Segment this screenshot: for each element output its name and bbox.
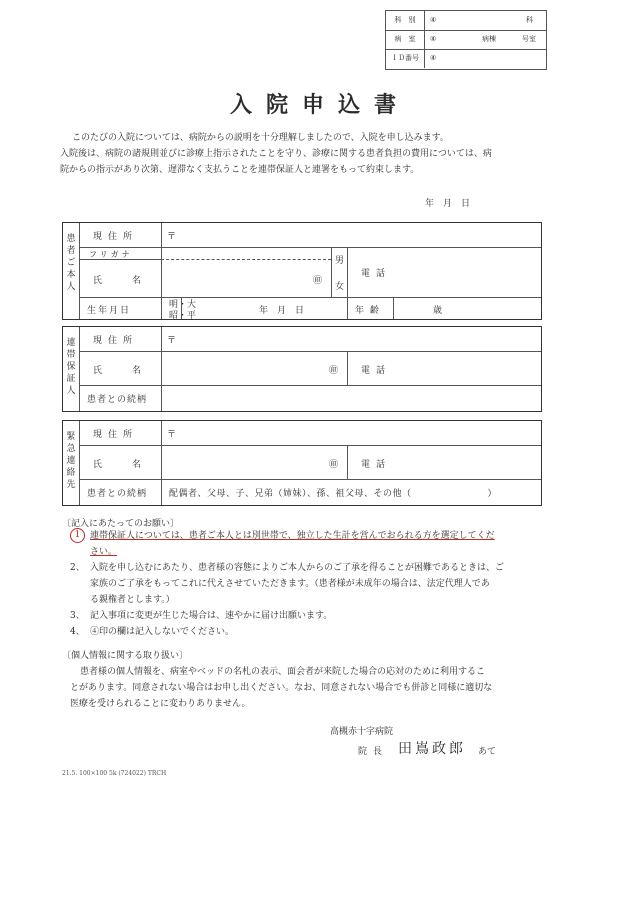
note-2-text-end: る親権者とします。） bbox=[90, 595, 175, 605]
note-4-number: 4、 bbox=[70, 627, 85, 637]
note-3-text: 記入事項に変更が生じた場合は、速やかに届け出願います。 bbox=[90, 611, 333, 621]
patient-section bbox=[62, 222, 542, 320]
patient-name-label: 氏名 bbox=[93, 276, 172, 286]
patient-seal: ㊞ bbox=[313, 276, 323, 286]
guarantor-postal-mark: 〒 bbox=[167, 336, 177, 346]
director-name: 田嶌政郎 bbox=[398, 741, 466, 757]
patient-postal-mark: 〒 bbox=[167, 232, 177, 242]
room-label: 病 室 bbox=[386, 30, 425, 49]
room-mark: ④ bbox=[430, 35, 437, 43]
emergency-relation-label: 患者との続柄 bbox=[87, 489, 148, 499]
emergency-postal-mark: 〒 bbox=[167, 430, 177, 440]
era-showa-heisei[interactable]: 昭・平 bbox=[169, 311, 197, 321]
department-suffix: 科 bbox=[526, 16, 533, 24]
guarantor-phone-label: 電話 bbox=[361, 366, 392, 376]
office-row-department bbox=[386, 11, 546, 31]
note-1-number: 1 bbox=[70, 528, 85, 543]
note-1-text-cont: さい。 bbox=[90, 547, 118, 557]
room-suffix: 号室 bbox=[522, 35, 536, 43]
dob-label: 生年月日 bbox=[87, 306, 132, 316]
intro-line-2: 入院後は、病院の諸規則並びに診療上指示されたことを守り、診療に関する患者負担の費用については、病 bbox=[60, 149, 492, 159]
id-mark: ④ bbox=[430, 54, 437, 62]
guarantor-name-label: 氏名 bbox=[93, 366, 172, 376]
patient-address-label: 現住所 bbox=[93, 232, 139, 242]
emergency-name-label: 氏名 bbox=[93, 460, 172, 470]
intro-line-1: このたびの入院については、病院からの説明を十分理解しましたので、入院を申し込みます。 bbox=[72, 133, 449, 143]
guarantor-address-label: 現住所 bbox=[93, 336, 139, 346]
guarantor-section bbox=[62, 326, 542, 412]
emergency-phone-label: 電話 bbox=[361, 460, 392, 470]
department-label: 科 別 bbox=[386, 11, 425, 30]
note-4-text: ④印の欄は記入しないでください。 bbox=[90, 627, 235, 637]
office-row-id bbox=[386, 49, 546, 68]
office-row-room bbox=[386, 30, 546, 50]
id-label: ＩＤ番号 bbox=[386, 49, 425, 68]
note-2-text: 入院を申し込むにあたり、患者様の容態によりご本人からのご了承を得ることが困難であるときは、ご bbox=[90, 563, 505, 573]
emergency-seal: ㊞ bbox=[329, 460, 339, 470]
dob-ymd: 年 月 日 bbox=[259, 306, 305, 316]
office-use-box bbox=[385, 10, 547, 70]
privacy-header: 〔個人情報に関する取り扱い〕 bbox=[62, 651, 189, 661]
application-date: 年 月 日 bbox=[425, 199, 471, 209]
patient-furigana-label: フリガナ bbox=[89, 250, 133, 259]
guarantor-seal: ㊞ bbox=[329, 366, 339, 376]
note-2-number: 2、 bbox=[70, 563, 85, 573]
age-unit: 歳 bbox=[433, 306, 443, 316]
intro-line-3: 院からの指示があり次第、遅滞なく支払うことを連帯保証人と連署をもって約束します。 bbox=[60, 165, 420, 175]
page-title: 入院申込書 bbox=[229, 92, 410, 118]
privacy-line-2: とがあります。同意されない場合はお申し出ください。なお、同意されない場合でも併診と同様に適切な bbox=[70, 683, 493, 693]
addressee-suffix: あて bbox=[478, 747, 497, 757]
age-label: 年齢 bbox=[355, 306, 386, 316]
era-meiji-taisho[interactable]: 明・大 bbox=[169, 300, 197, 310]
emergency-section bbox=[62, 420, 542, 506]
director-title: 院長 bbox=[358, 747, 389, 757]
emergency-relation-options: 配偶者、父母、子、兄弟（姉妹）、孫、祖父母、その他（ ） bbox=[169, 489, 498, 499]
notes-header: 〔記入にあたってのお願い〕 bbox=[62, 519, 180, 529]
emergency-address-label: 現住所 bbox=[93, 430, 139, 440]
patient-phone-label: 電話 bbox=[361, 269, 392, 279]
note-3-number: 3、 bbox=[70, 611, 85, 621]
privacy-line-1: 患者様の個人情報を、病室やベッドの名札の表示、面会者が来院した場合の応対のために利用するこ bbox=[80, 667, 486, 677]
note-2-text-cont: 家族のご了承をもってこれに代えさせていただきます。（患者様が未成年の場合は、法定代理人であ bbox=[90, 579, 490, 589]
sex-female[interactable]: 女 bbox=[335, 282, 345, 292]
emergency-side-label: 緊急連絡先 bbox=[66, 432, 76, 490]
sex-male[interactable]: 男 bbox=[335, 256, 345, 266]
patient-side-label: 患者ご本人 bbox=[66, 234, 76, 292]
note-1-text: 連帯保証人については、患者ご本人とは別世帯で、独立した生計を営んでおられる方を選定してくだ bbox=[90, 531, 495, 541]
guarantor-side-label: 連帯保証人 bbox=[66, 338, 76, 396]
ward-suffix: 病棟 bbox=[482, 35, 496, 43]
department-mark: ④ bbox=[430, 16, 437, 24]
hospital-name: 高槻赤十字病院 bbox=[330, 727, 394, 737]
form-code: 21.5. 100×100 5k (724022) TRCH bbox=[62, 770, 167, 777]
guarantor-relation-label: 患者との続柄 bbox=[87, 395, 148, 405]
privacy-line-3: 医療を受けられることに変わりありません。 bbox=[70, 699, 251, 709]
